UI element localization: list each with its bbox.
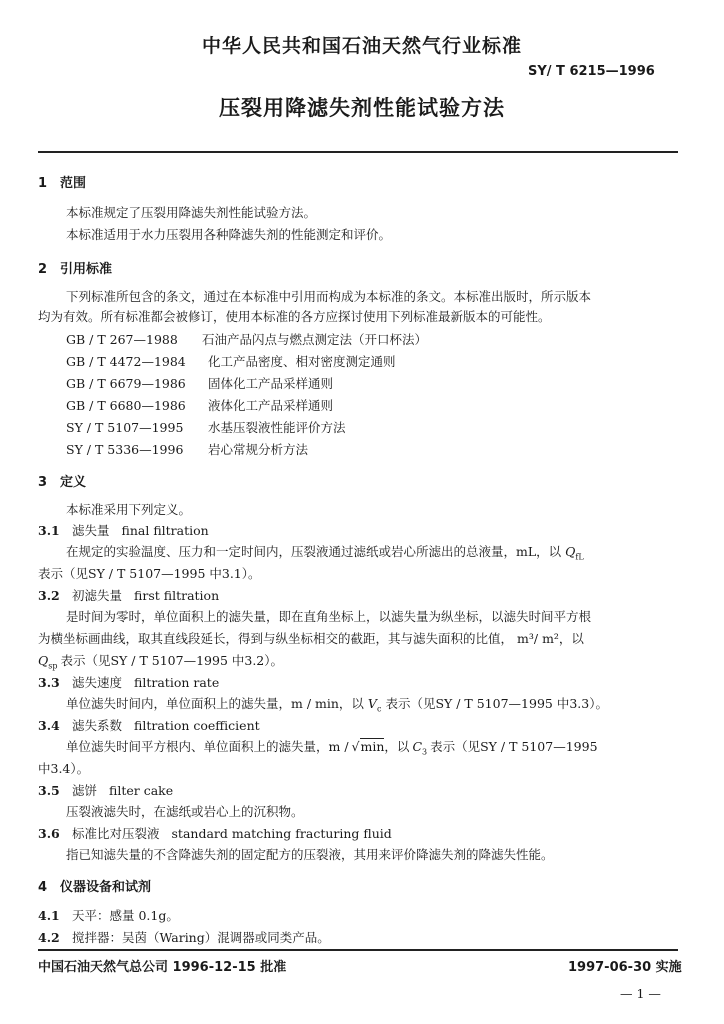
paragraph: 均为有效。所有标准都会被修订，使用本标准的各方应探讨使用下列标准最新版本的可能性。 bbox=[38, 309, 551, 324]
definition-heading bbox=[38, 824, 392, 842]
header-rule bbox=[38, 151, 678, 153]
reference-item bbox=[66, 418, 346, 436]
clause-number: 3.1 bbox=[38, 523, 60, 538]
clause-text: 天平：感量 0.1g。 bbox=[72, 908, 179, 923]
clause bbox=[38, 906, 179, 924]
sqrt-operand: min bbox=[360, 739, 385, 754]
text: 单位滤失时间平方根内、单位面积上的滤失量，m / bbox=[66, 739, 349, 754]
symbol: V bbox=[367, 696, 377, 711]
section-title: 仪器设备和试剂 bbox=[60, 880, 152, 895]
term-en: filter cake bbox=[109, 783, 174, 798]
section-3-heading bbox=[38, 471, 86, 490]
footer-rule bbox=[38, 949, 678, 951]
symbol-subscript: c bbox=[376, 704, 382, 714]
symbol: C bbox=[412, 739, 423, 754]
page-number: — 1 — bbox=[620, 986, 661, 1001]
reference-code: GB / T 6679—1986 bbox=[66, 376, 186, 391]
unit: m³/ m²，以 bbox=[517, 631, 584, 646]
term-zh: 滤失速度 bbox=[72, 675, 123, 690]
term-zh: 滤失系数 bbox=[72, 718, 123, 733]
text: 表示（见SY / T 5107—1995 中3.3）。 bbox=[385, 696, 608, 711]
paragraph: 是时间为零时，单位面积上的滤失量，即在直角坐标上，以滤失量为纵坐标，以滤失时间平方根 bbox=[66, 609, 592, 624]
section-number: 4 bbox=[38, 880, 48, 895]
sqrt-symbol: √ bbox=[351, 739, 360, 754]
paragraph bbox=[66, 542, 584, 562]
paragraph bbox=[38, 629, 584, 647]
section-number: 1 bbox=[38, 176, 48, 191]
section-number: 3 bbox=[38, 475, 48, 490]
symbol: Q bbox=[565, 544, 576, 559]
text: 单位滤失时间内，单位面积上的滤失量，m / min，以 bbox=[66, 696, 364, 711]
definition-heading bbox=[38, 586, 219, 604]
reference-title: 液体化工产品采样通则 bbox=[208, 398, 334, 413]
paragraph: 下列标准所包含的条文，通过在本标准中引用而构成为本标准的条文。本标准出版时，所示版本 bbox=[66, 289, 592, 304]
term-en: filtration coefficient bbox=[134, 718, 260, 733]
definition-heading bbox=[38, 781, 173, 799]
reference-title: 化工产品密度、相对密度测定通则 bbox=[208, 354, 396, 369]
paragraph: 本标准适用于水力压裂用各种降滤失剂的性能测定和评价。 bbox=[66, 227, 392, 242]
reference-code: SY / T 5336—1996 bbox=[66, 442, 184, 457]
approval-info: 中国石油天然气总公司 1996-12-15 批准 bbox=[38, 960, 287, 975]
definition-heading bbox=[38, 673, 219, 691]
clause-number: 3.5 bbox=[38, 783, 60, 798]
section-2-heading bbox=[38, 258, 112, 277]
reference-item bbox=[66, 352, 396, 370]
reference-title: 水基压裂液性能评价方法 bbox=[208, 420, 346, 435]
paragraph bbox=[66, 694, 608, 714]
implementation-date: 1997-06-30 实施 bbox=[568, 960, 682, 975]
section-number: 2 bbox=[38, 262, 48, 277]
paragraph: 压裂液滤失时，在滤纸或岩心上的沉积物。 bbox=[66, 804, 304, 819]
reference-title: 岩心常规分析方法 bbox=[208, 442, 309, 457]
text: 表示（见SY / T 5107—1995 中3.2）。 bbox=[60, 653, 283, 668]
term-en: first filtration bbox=[134, 588, 220, 603]
term-zh: 标准比对压裂液 bbox=[72, 826, 160, 841]
text: 为横坐标画曲线，取其直线段延长，得到与纵坐标相交的截距，其与滤失面积的比值， bbox=[38, 631, 514, 646]
reference-item bbox=[66, 440, 308, 458]
term-zh: 初滤失量 bbox=[72, 588, 123, 603]
clause-number: 3.4 bbox=[38, 718, 60, 733]
reference-code: GB / T 6680—1986 bbox=[66, 398, 186, 413]
text: 在规定的实验温度、压力和一定时间内，压裂液通过滤纸或岩心所滤出的总液量，mL，以 bbox=[66, 544, 562, 559]
clause-number: 3.3 bbox=[38, 675, 60, 690]
clause-text: 搅拌器：吴茵（Waring）混调器或同类产品。 bbox=[72, 930, 330, 945]
reference-title: 石油产品闪点与燃点测定法（开口杯法） bbox=[202, 332, 428, 347]
paragraph bbox=[66, 737, 598, 757]
org-title: 中华人民共和国石油天然气行业标准 bbox=[201, 35, 522, 57]
paragraph: 中3.4）。 bbox=[38, 761, 90, 776]
paragraph: 本标准采用下列定义。 bbox=[66, 502, 192, 517]
clause-number: 3.6 bbox=[38, 826, 60, 841]
standard-code: SY/ T 6215—1996 bbox=[528, 64, 655, 79]
symbol-subscript: 3 bbox=[422, 747, 428, 757]
section-title: 定义 bbox=[60, 475, 87, 490]
clause-number: 4.2 bbox=[38, 930, 60, 945]
clause bbox=[38, 928, 330, 946]
doc-title: 压裂用降滤失剂性能试验方法 bbox=[219, 96, 505, 120]
reference-code: GB / T 267—1988 bbox=[66, 332, 178, 347]
paragraph: 本标准规定了压裂用降滤失剂性能试验方法。 bbox=[66, 205, 317, 220]
term-zh: 滤失量 bbox=[72, 523, 110, 538]
clause-number: 3.2 bbox=[38, 588, 60, 603]
section-1-heading bbox=[38, 172, 86, 191]
term-en: filtration rate bbox=[134, 675, 220, 690]
paragraph: 表示（见SY / T 5107—1995 中3.1）。 bbox=[38, 566, 261, 581]
definition-heading bbox=[38, 521, 209, 539]
term-zh: 滤饼 bbox=[72, 783, 98, 798]
reference-title: 固体化工产品采样通则 bbox=[208, 376, 334, 391]
reference-item bbox=[66, 330, 427, 348]
reference-code: GB / T 4472—1984 bbox=[66, 354, 186, 369]
term-en: standard matching fracturing fluid bbox=[171, 826, 392, 841]
definition-heading bbox=[38, 716, 260, 734]
clause-number: 4.1 bbox=[38, 908, 60, 923]
text: 表示（见SY / T 5107—1995 bbox=[430, 739, 598, 754]
paragraph bbox=[38, 651, 283, 671]
section-title: 范围 bbox=[60, 176, 87, 191]
section-4-heading bbox=[38, 876, 151, 895]
symbol-subscript: fL bbox=[575, 552, 584, 562]
term-en: final filtration bbox=[121, 523, 209, 538]
reference-item bbox=[66, 374, 333, 392]
symbol: Q bbox=[38, 653, 49, 668]
text: ，以 bbox=[384, 739, 410, 754]
reference-code: SY / T 5107—1995 bbox=[66, 420, 184, 435]
section-title: 引用标准 bbox=[60, 262, 113, 277]
symbol-subscript: sp bbox=[48, 661, 58, 671]
reference-item bbox=[66, 396, 333, 414]
paragraph: 指已知滤失量的不含降滤失剂的固定配方的压裂液，其用来评价降滤失剂的降滤失性能。 bbox=[66, 847, 554, 862]
